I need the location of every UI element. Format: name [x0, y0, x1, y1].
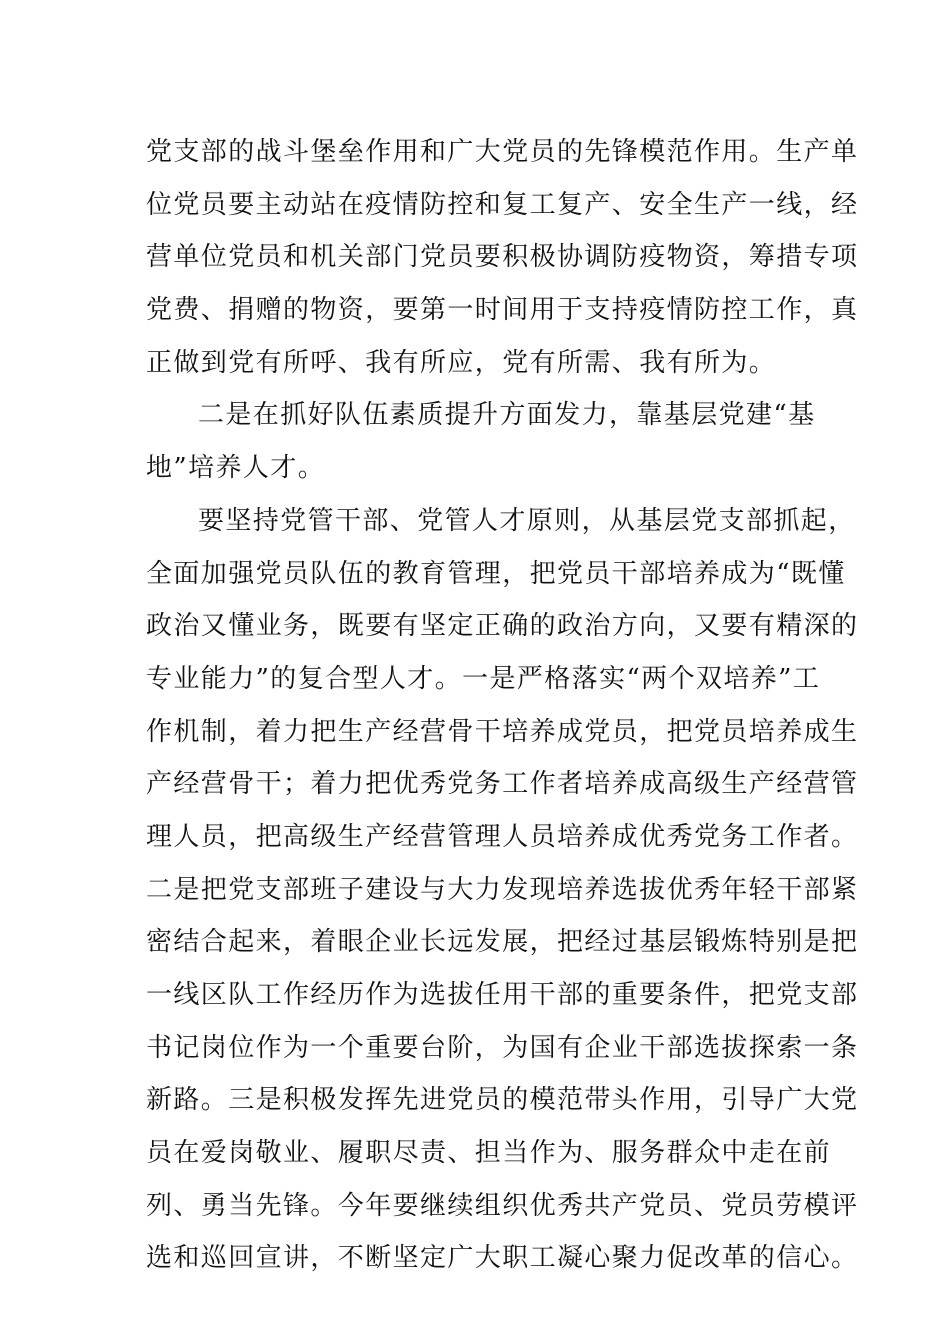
text-line-19: 新路。三是积极发挥先进党员的模范带头作用，引导广大党 [146, 1085, 859, 1116]
text-line-11: 专业能力”的复合型人才。一是严格落实“两个双培养”工 [146, 663, 821, 694]
text-line-18: 书记岗位作为一个重要台阶，为国有企业干部选拔探索一条 [146, 1032, 859, 1063]
text-line-14: 理人员，把高级生产经营管理人员培养成优秀党务工作者。 [146, 821, 859, 852]
text-line-12: 作机制，着力把生产经营骨干培养成党员，把党员培养成生 [146, 716, 859, 747]
text-line-21: 列、勇当先锋。今年要继续组织优秀共产党员、党员劳模评 [146, 1190, 859, 1221]
text-line-9: 全面加强党员队伍的教育管理，把党员干部培养成为“既懂 [146, 558, 846, 589]
text-line-22: 选和巡回宣讲，不断坚定广大职工凝心聚力促改革的信心。 [146, 1243, 859, 1274]
text-line-8: 要坚持党管干部、党管人才原则，从基层党支部抓起， [198, 505, 856, 536]
text-line-15: 二是把党支部班子建设与大力发现培养选拔优秀年轻干部紧 [146, 874, 859, 905]
text-line-20: 员在爱岗敬业、履职尽责、担当作为、服务群众中走在前 [146, 1138, 832, 1169]
text-line-10: 政治又懂业务，既要有坚定正确的政治方向，又要有精深的 [146, 611, 859, 642]
text-line-3: 营单位党员和机关部门党员要积极协调防疫物资，筹措专项 [146, 242, 859, 273]
text-line-16: 密结合起来，着眼企业长远发展，把经过基层锻炼特别是把 [146, 927, 859, 958]
text-line-13: 产经营骨干；着力把优秀党务工作者培养成高级生产经营管 [146, 769, 859, 800]
text-line-1: 党支部的战斗堡垒作用和广大党员的先锋模范作用。生产单 [146, 137, 859, 167]
document-body [146, 126, 859, 1285]
text-line-2: 位党员要主动站在疫情防控和复工复产、安全生产一线，经 [146, 189, 859, 220]
section-heading-line-2: 地”培养人才。 [146, 453, 326, 484]
text-line-4: 党费、捐赠的物资，要第一时间用于支持疫情防控工作，真 [146, 295, 859, 326]
section-heading-line-1: 二是在抓好队伍素质提升方面发力，靠基层党建“基 [198, 400, 816, 431]
text-line-5: 正做到党有所呼、我有所应，党有所需、我有所为。 [146, 347, 777, 378]
text-line-17: 一线区队工作经历作为选拔任用干部的重要条件，把党支部 [146, 980, 859, 1010]
